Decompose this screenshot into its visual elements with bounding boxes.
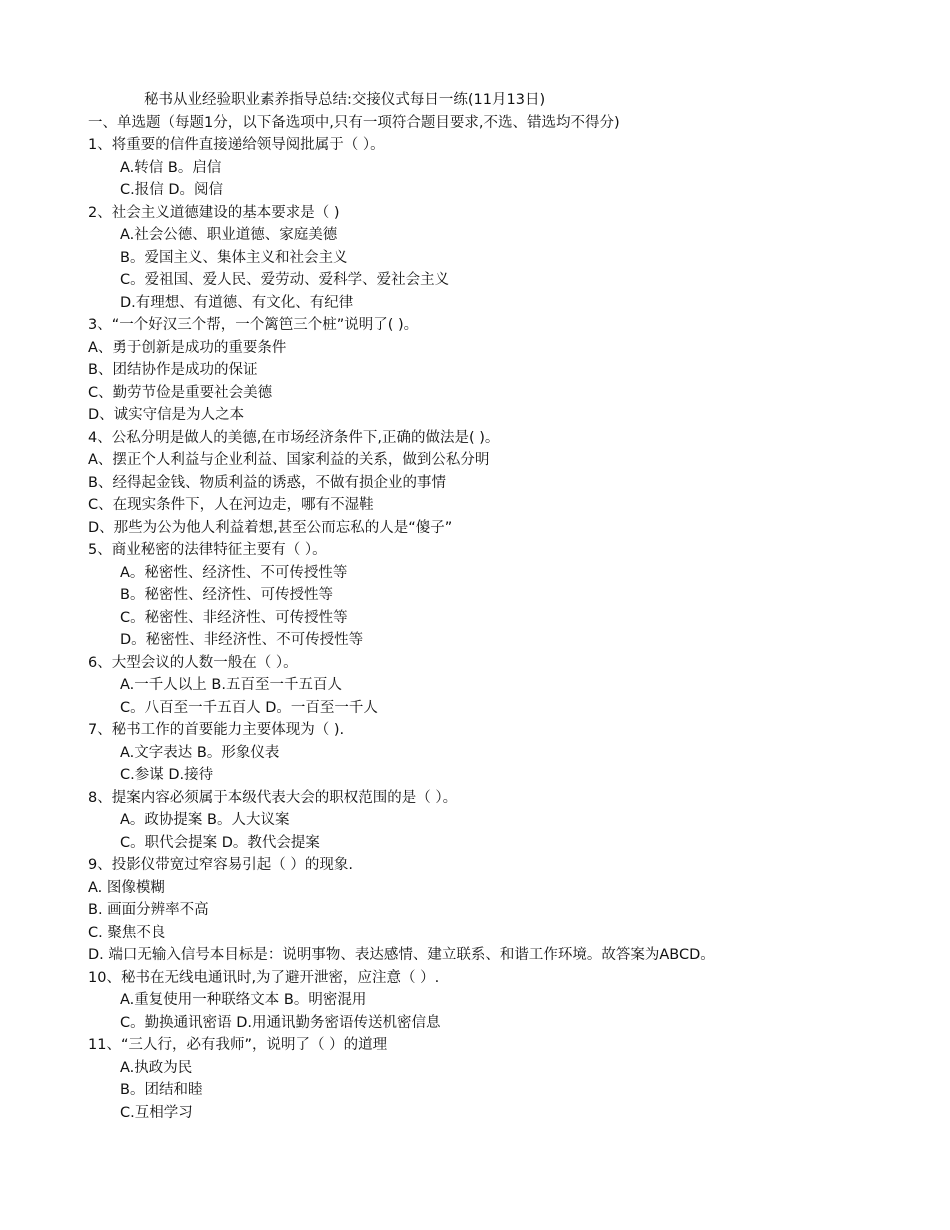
- option-line: A.社会公德、职业道德、家庭美德: [120, 227, 338, 243]
- option-line: D、诚实守信是为人之本: [88, 407, 245, 423]
- option-line: B。秘密性、经济性、可传授性等: [120, 587, 333, 603]
- option-line: B。团结和睦: [120, 1082, 203, 1098]
- option-line: D.有理想、有道德、有文化、有纪律: [120, 294, 354, 311]
- option-line: C、勤劳节俭是重要社会美德: [88, 384, 273, 401]
- question-stem-3: 3、“一个好汉三个帮，一个篱笆三个桩”说明了( )。: [88, 317, 419, 333]
- option-line: C.互相学习: [120, 1104, 193, 1121]
- option-line: A.重复使用一种联络文本 B。明密混用: [120, 992, 367, 1008]
- option-line: A、摆正个人利益与企业利益、国家利益的关系，做到公私分明: [88, 452, 490, 468]
- option-line: C、在现实条件下，人在河边走，哪有不湿鞋: [88, 497, 374, 513]
- option-line: D. 端口无输入信号本目标是：说明事物、表达感情、建立联系、和谐工作环境。故答案为ABCD。: [88, 947, 715, 963]
- option-line: C。职代会提案 D。教代会提案: [120, 834, 320, 851]
- option-line: B. 画面分辨率不高: [88, 902, 209, 918]
- option-line: C。八百至一千五百人 D。一百至一千人: [120, 699, 378, 716]
- option-line: A、勇于创新是成功的重要条件: [88, 339, 287, 356]
- option-line: A.文字表达 B。形象仪表: [120, 744, 280, 761]
- option-line: A.执政为民: [120, 1059, 193, 1076]
- option-line: A.一千人以上 B.五百至一千五百人: [120, 677, 342, 693]
- question-stem-5: 5、商业秘密的法律特征主要有（ ）。: [88, 542, 327, 558]
- option-line: B、经得起金钱、物质利益的诱惑，不做有损企业的事情: [88, 474, 446, 491]
- option-line: A。秘密性、经济性、不可传授性等: [120, 564, 348, 581]
- question-stem-10: 10、秘书在无线电通讯时,为了避开泄密，应注意（ ）.: [88, 969, 440, 986]
- option-line: A。政协提案 B。人大议案: [120, 812, 290, 828]
- document-title: 秘书从业经验职业素养指导总结:交接仪式每日一练(11月13日): [144, 92, 546, 108]
- question-stem-1: 1、将重要的信件直接递给领导阅批属于（ ）。: [88, 137, 385, 153]
- question-stem-4: 4、公私分明是做人的美德,在市场经济条件下,正确的做法是( )。: [88, 429, 500, 446]
- question-stem-9: 9、投影仪带宽过窄容易引起（ ）的现象.: [88, 857, 353, 873]
- option-line: A.转信 B。启信: [120, 159, 222, 176]
- question-stem-11: 11、“三人行，必有我师”，说明了（ ）的道理: [88, 1037, 388, 1053]
- section-heading: 一、单选题（每题1分，以下备选项中,只有一项符合题目要求,不选、错选均不得分): [88, 114, 620, 131]
- option-line: D、那些为公为他人利益着想,甚至公而忘私的人是“傻子”: [88, 519, 453, 536]
- option-line: C。秘密性、非经济性、可传授性等: [120, 609, 348, 626]
- document-body: [88, 89, 928, 1124]
- option-line: C。爱祖国、爱人民、爱劳动、爱科学、爱社会主义: [120, 272, 450, 288]
- option-line: A. 图像模糊: [88, 879, 165, 896]
- option-line: B、团结协作是成功的保证: [88, 362, 258, 378]
- question-stem-8: 8、提案内容必须属于本级代表大会的职权范围的是（ ）。: [88, 789, 458, 806]
- option-line: D。秘密性、非经济性、不可传授性等: [120, 632, 364, 648]
- option-line: C. 聚焦不良: [88, 924, 166, 941]
- option-line: C.参谋 D.接待: [120, 767, 214, 783]
- option-line: B。爱国主义、集体主义和社会主义: [120, 249, 348, 266]
- question-stem-7: 7、秘书工作的首要能力主要体现为（ ).: [88, 722, 345, 738]
- option-line: C。勤换通讯密语 D.用通讯勤务密语传送机密信息: [120, 1014, 441, 1031]
- question-stem-6: 6、大型会议的人数一般在（ ）。: [88, 654, 298, 671]
- question-stem-2: 2、社会主义道德建设的基本要求是（ ): [88, 204, 340, 221]
- option-line: C.报信 D。阅信: [120, 182, 224, 198]
